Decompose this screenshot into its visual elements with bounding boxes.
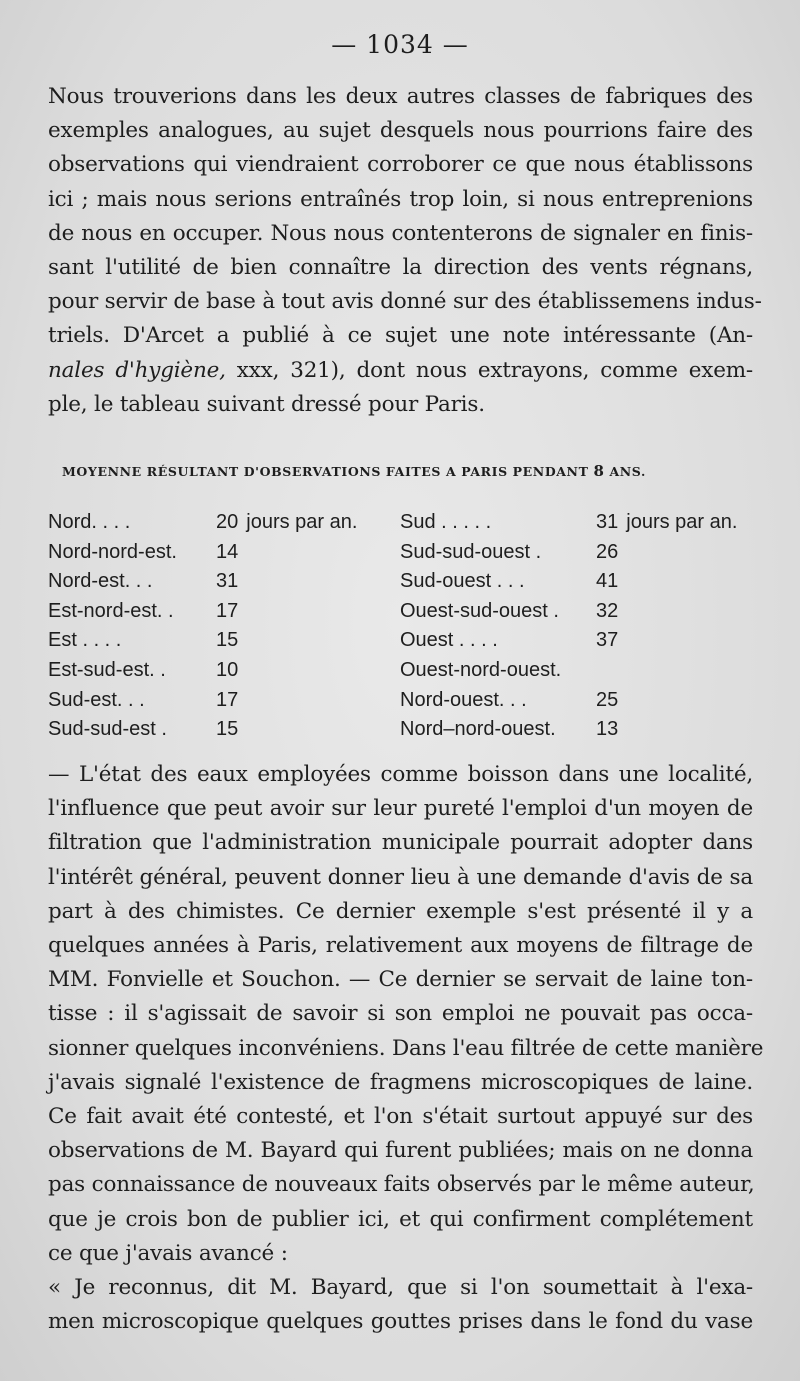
page-number: — 1034 —: [331, 30, 469, 59]
wind-days: [216, 538, 238, 568]
wind-direction: Sud . . . . .: [400, 511, 492, 533]
text-line: « Je reconnus, dit M. Bayard, que si l'on soumettait à l'exa-: [48, 1275, 753, 1301]
text-line: triels. D'Arcet a publié à ce sujet une note intéressante (An-: [48, 323, 753, 349]
paragraph-wind-intro: [48, 80, 762, 422]
wind-column-right: [400, 508, 768, 745]
wind-direction: Nord. . . .: [48, 511, 131, 533]
wind-row: [400, 656, 768, 686]
text-line: observations de M. Bayard qui furent publiées; mais on ne donna: [48, 1138, 753, 1164]
wind-direction: Ouest-sud-ouest .: [400, 599, 559, 622]
wind-row: [48, 686, 398, 716]
wind-row: [400, 597, 768, 627]
text-line: Ce fait avait été contesté, et l'on s'était surtout appuyé sur des: [48, 1104, 753, 1130]
days-value: 13: [596, 718, 619, 741]
wind-row: [400, 715, 768, 745]
days-unit: jours par an.: [246, 511, 358, 533]
wind-direction: Ouest . . . .: [400, 629, 498, 652]
wind-days: [596, 567, 618, 597]
wind-row: [48, 538, 398, 568]
text-line: sant l'utilité de bien connaître la direction des vents régnans,: [48, 255, 753, 281]
wind-days: [596, 597, 618, 627]
wind-days: [216, 597, 238, 627]
table-title-years: 8: [593, 462, 605, 480]
wind-row: [48, 508, 398, 538]
text-line: j'avais signalé l'existence de fragmens microscopiques de laine.: [48, 1069, 753, 1095]
wind-direction: Sud-est. . .: [48, 688, 145, 711]
text-line: — L'état des eaux employées comme boisson dans une localité,: [48, 762, 753, 787]
days-value: 37: [596, 629, 619, 652]
wind-direction: Nord–nord-ouest.: [400, 718, 556, 741]
citation-text: xxx, 321), dont nous extrayons, comme exem-: [225, 357, 753, 383]
text-line: pour servir de base à tout avis donné sur des établissemens indus-: [48, 289, 762, 315]
wind-direction: Est-sud-est. .: [48, 658, 166, 681]
wind-direction: Nord-est. . .: [48, 570, 153, 593]
wind-days: [216, 656, 238, 686]
text-line: que je crois bon de publier ici, et qui confirment complétement: [48, 1206, 753, 1232]
wind-direction: Nord-nord-est.: [48, 540, 177, 563]
journal-title: nales d'hygiène,: [48, 357, 226, 383]
wind-row: [400, 626, 768, 656]
days-value: 17: [216, 688, 239, 711]
days-value: 17: [216, 599, 239, 622]
text-line: ici ; mais nous serions entraînés trop loin, si nous entreprenions: [48, 186, 753, 212]
wind-column-left: [48, 508, 398, 745]
wind-direction: Est . . . .: [48, 629, 122, 652]
text-line: MM. Fonvielle et Souchon. — Ce dernier se servait de laine ton-: [48, 967, 753, 993]
wind-row: [48, 567, 398, 597]
days-value: 25: [596, 688, 619, 711]
paragraph-water-filtration: [48, 758, 764, 1339]
text-line: de nous en occuper. Nous nous contenterons de signaler en finis-: [48, 220, 753, 246]
text-line: filtration que l'administration municipale pourrait adopter dans: [48, 830, 753, 856]
days-value: 31: [216, 570, 239, 593]
text-line: men microscopique quelques gouttes prises dans le fond du vase: [48, 1309, 753, 1335]
wind-days: [216, 567, 238, 597]
wind-days: [216, 626, 238, 656]
wind-direction: Sud-ouest . . .: [400, 570, 525, 593]
wind-row: [48, 597, 398, 627]
wind-row: [400, 686, 768, 716]
days-value: 10: [216, 658, 239, 681]
text-line: sionner quelques inconvéniens. Dans l'eau filtrée de cette manière: [48, 1035, 764, 1061]
wind-direction: Ouest-nord-ouest.: [400, 658, 562, 681]
text-line: part à des chimistes. Ce dernier exemple s'est présenté il y a: [48, 898, 753, 924]
table-title-main: MOYENNE RÉSULTANT D'OBSERVATIONS FAITES A PARIS PENDANT: [62, 464, 594, 479]
wind-days: [596, 626, 618, 656]
days-value: 14: [216, 540, 239, 563]
wind-direction: Est-nord-est. .: [48, 599, 174, 622]
wind-days: [216, 686, 238, 716]
days-value: 31: [596, 511, 619, 533]
text-line: quelques années à Paris, relativement aux moyens de filtrage de: [48, 933, 753, 959]
text-line: ce que j'avais avancé :: [48, 1240, 288, 1266]
wind-row: [48, 715, 398, 745]
text-line: observations qui viendraient corroborer ce que nous établissons: [48, 152, 753, 178]
wind-days: [596, 508, 737, 538]
table-title-end: ANS.: [604, 464, 646, 479]
days-value: 41: [596, 570, 619, 593]
days-value: 15: [216, 629, 239, 652]
wind-row: [400, 508, 768, 538]
days-value: 15: [216, 718, 239, 741]
days-value: 32: [596, 599, 619, 622]
text-line: l'influence que peut avoir sur leur pureté l'emploi d'un moyen de: [48, 796, 753, 822]
text-line: tisse : il s'agissait de savoir si son emploi ne pouvait pas occa-: [48, 1001, 753, 1027]
text-line: l'intérêt général, peuvent donner lieu à une demande d'avis de sa: [48, 864, 753, 890]
wind-days: [216, 508, 357, 538]
wind-direction: Nord-ouest. . .: [400, 688, 527, 711]
wind-direction: Sud-sud-ouest .: [400, 540, 542, 563]
wind-days: [216, 715, 238, 745]
wind-row: [48, 656, 398, 686]
text-line: exemples analogues, au sujet desquels nous pourrions faire des: [48, 118, 753, 144]
text-line: ple, le tableau suivant dressé pour Paris.: [48, 391, 485, 417]
text-line: pas connaissance de nouveaux faits observés par le même auteur,: [48, 1172, 755, 1198]
days-unit: jours par an.: [626, 511, 738, 533]
wind-row: [400, 538, 768, 568]
wind-direction: Sud-sud-est .: [48, 718, 167, 741]
days-value: 26: [596, 540, 619, 563]
text-line: [48, 354, 753, 388]
wind-days: [596, 686, 618, 716]
days-value: 20: [216, 511, 239, 533]
wind-row: [400, 567, 768, 597]
table-title: [62, 462, 752, 480]
text-line: Nous trouverions dans les deux autres classes de fabriques des: [48, 84, 753, 109]
wind-days: [596, 715, 618, 745]
wind-days: [596, 538, 618, 568]
wind-row: [48, 626, 398, 656]
